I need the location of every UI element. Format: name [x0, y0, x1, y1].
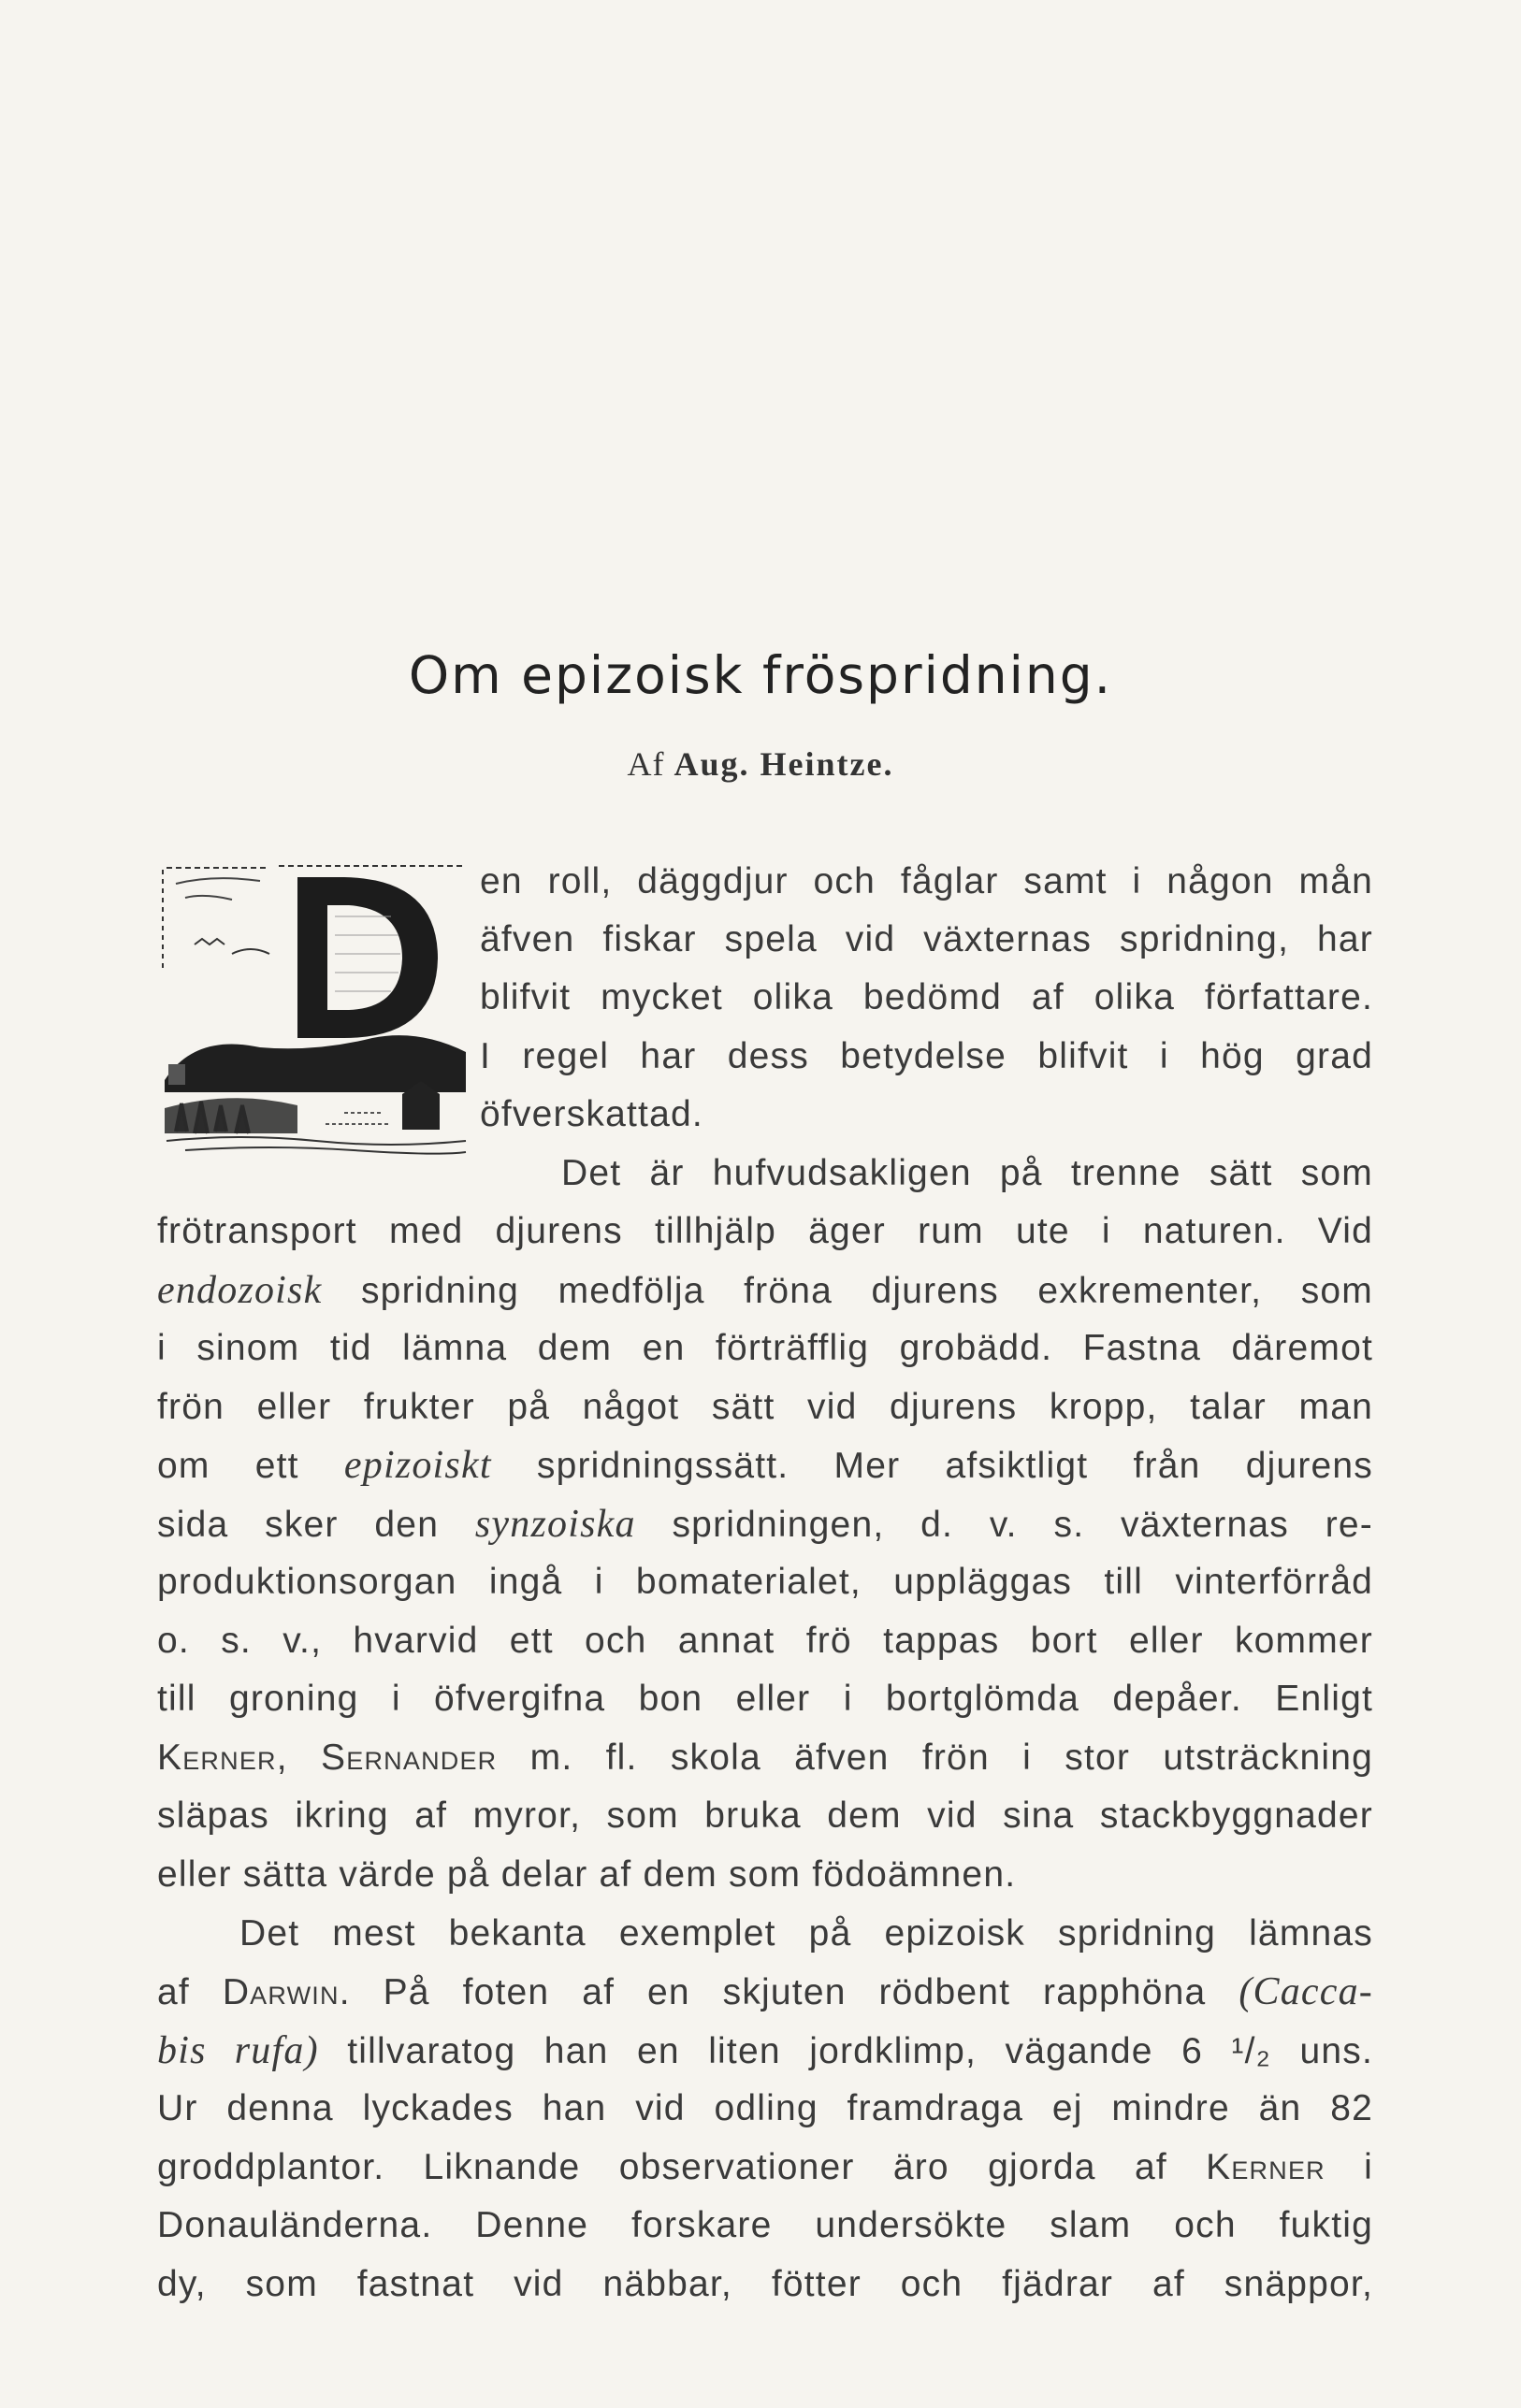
- body-line: Det mest bekanta exemplet på epizoisk spridning lämnas: [239, 1913, 1373, 1954]
- body-line: en roll, däggdjur och fåglar samt i någon mån: [480, 861, 1373, 901]
- body-line: i sinom tid lämna dem en förträfflig grobädd. Fastna däremot: [157, 1328, 1373, 1368]
- body-line: frötransport med djurens tillhjälp äger rum ute i naturen. Vid: [157, 1211, 1373, 1251]
- body-line: groddplantor. Liknande observationer äro gjorda af Kerner i: [157, 2147, 1373, 2187]
- byline: [0, 744, 1521, 784]
- body-line: till groning i öfvergifna bon eller i bortglömda depåer. Enligt: [157, 1679, 1373, 1719]
- body-line: dy, som fastnat vid näbbar, fötter och fjädrar af snäppor,: [157, 2264, 1373, 2304]
- body-line: öfverskattad.: [480, 1094, 703, 1134]
- body-line: I regel har dess betydelse blifvit i hög grad: [480, 1036, 1373, 1076]
- body-line: o. s. v., hvarvid ett och annat frö tappas bort eller kommer: [157, 1621, 1373, 1661]
- byline-author: Aug. Heintze.: [674, 745, 894, 783]
- body-line: Det är hufvudsakligen på trenne sätt som: [561, 1153, 1373, 1193]
- body-line: sida sker den synzoiska spridningen, d. v. s. växternas re-: [157, 1503, 1373, 1546]
- body-line: bis rufa) tillvaratog han en liten jordklimp, vägande 6 ¹/₂ uns.: [157, 2029, 1373, 2072]
- body-line: Kerner, Sernander m. fl. skola äfven frön i stor utsträckning: [157, 1738, 1373, 1778]
- body-line: af Darwin. På foten af en skjuten rödbent rapphöna (Cacca-: [157, 1970, 1373, 2013]
- body-line: frön eller frukter på något sätt vid djurens kropp, talar man: [157, 1387, 1373, 1427]
- byline-prefix: Af: [627, 745, 665, 783]
- body-line: Donauländerna. Denne forskare undersökte slam och fuktig: [157, 2205, 1373, 2245]
- body-line: släpas ikring af myror, som bruka dem vid sina stackbyggnader: [157, 1795, 1373, 1836]
- body-line: om ett epizoiskt spridningssätt. Mer afsiktligt från djurens: [157, 1444, 1373, 1487]
- body-line: äfven fiskar spela vid växternas spridning, har: [480, 919, 1373, 959]
- body-line: Ur denna lyckades han vid odling framdraga ej mindre än 82: [157, 2088, 1373, 2128]
- body-line: produktionsorgan ingå i bomaterialet, uppläggas till vinterförråd: [157, 1562, 1373, 1602]
- body-line: endozoisk spridning medfölja fröna djurens exkrementer, som: [157, 1269, 1373, 1312]
- article-title: Om epizoisk fröspridning.: [408, 645, 1113, 705]
- dropcap-ornament: [157, 860, 471, 1155]
- body-line: eller sätta värde på delar af dem som födoämnen.: [157, 1854, 1017, 1895]
- body-line: blifvit mycket olika bedömd af olika författare.: [480, 977, 1373, 1017]
